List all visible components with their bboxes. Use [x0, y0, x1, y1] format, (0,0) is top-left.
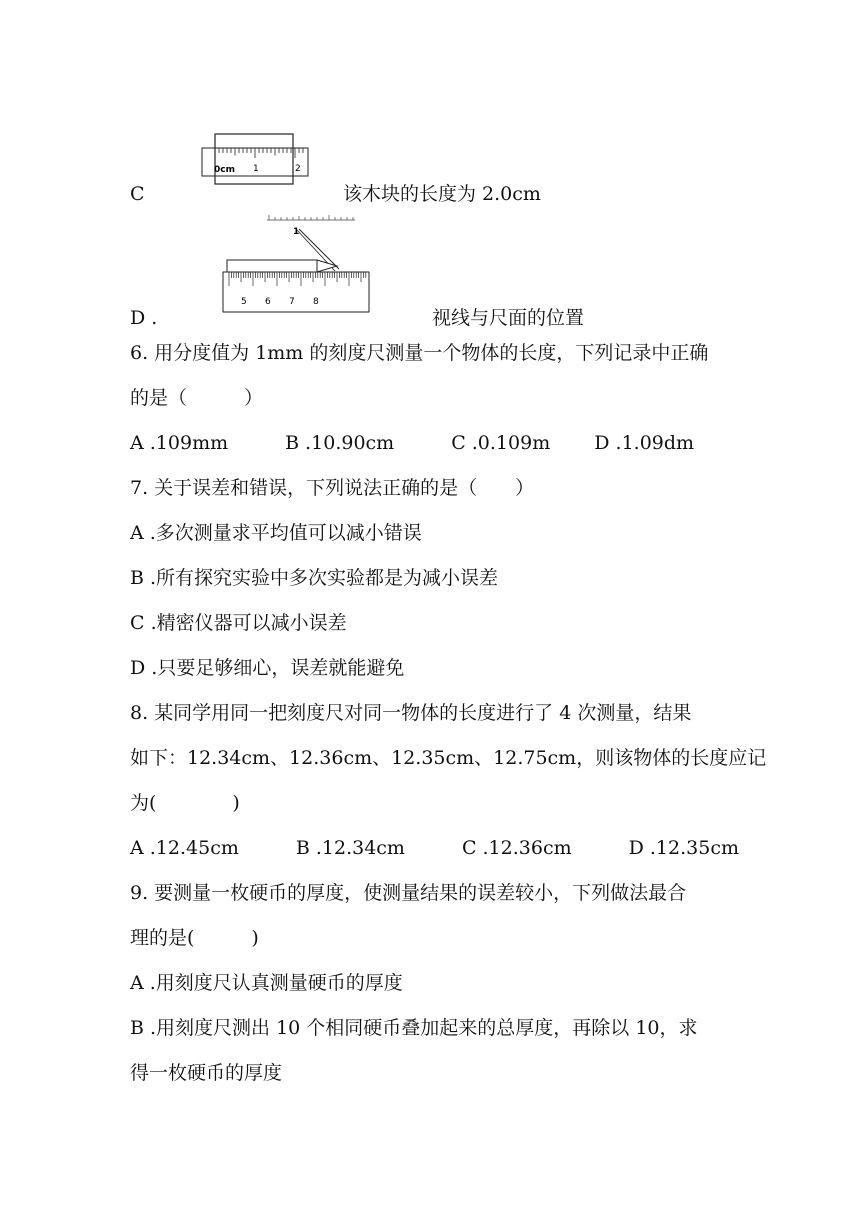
question-8-line-2: 如下：12.34cm、12.36cm、12.35cm、12.75cm，则该物体的长度应记 — [130, 747, 767, 769]
question-8-line-1: 8. 某同学用同一把刻度尺对同一物体的长度进行了 4 次测量，结果 — [130, 702, 692, 724]
ruler-c-label-0: 0cm — [214, 165, 235, 175]
question-6-line-1: 6. 用分度值为 1mm 的刻度尺测量一个物体的长度，下列记录中正确 — [130, 342, 709, 364]
sight-label: 1 — [293, 227, 300, 237]
question-7-option-c: C .精密仪器可以减小误差 — [130, 612, 347, 634]
question-9-option-b-line-1: B .用刻度尺测出 10 个相同硬币叠加起来的总厚度，再除以 10，求 — [130, 1017, 698, 1039]
ruler-d-label-6: 6 — [265, 297, 271, 307]
ruler-d-label-8: 8 — [313, 297, 319, 307]
question-7: 7. 关于误差和错误，下列说法正确的是（ ） — [130, 477, 535, 499]
ruler-d-label-5: 5 — [241, 297, 247, 307]
option-c-text: 该木块的长度为 2.0cm — [343, 183, 541, 205]
question-7-option-b: B .所有探究实验中多次实验都是为减小误差 — [130, 567, 499, 589]
question-6-options: A .109mm B .10.90cm C .0.109m D .1.09dm — [130, 432, 695, 454]
option-c-label: C — [130, 183, 145, 205]
question-9-option-b-line-2: 得一枚硬币的厚度 — [130, 1062, 283, 1084]
question-8-options: A .12.45cm B .12.34cm C .12.36cm D .12.35cm — [130, 837, 739, 859]
question-8-line-3: 为( ) — [130, 792, 240, 814]
question-7-option-d: D .只要足够细心，误差就能避免 — [130, 657, 405, 679]
question-9-line-2: 理的是( ) — [130, 927, 259, 949]
question-7-option-a: A .多次测量求平均值可以减小错误 — [130, 522, 422, 544]
ruler-d-label-7: 7 — [289, 297, 295, 307]
ruler-c-label-1: 1 — [253, 164, 259, 174]
figure-d-ruler-pencil — [215, 212, 375, 326]
figure-c-ruler-block — [195, 130, 315, 192]
option-d-label: D . — [130, 307, 158, 329]
question-6-line-2: 的是（ ） — [130, 387, 264, 409]
ruler-c-label-2: 2 — [295, 164, 301, 174]
option-d-text: 视线与尺面的位置 — [432, 307, 585, 329]
question-9-option-a: A .用刻度尺认真测量硬币的厚度 — [130, 972, 403, 994]
question-9-line-1: 9. 要测量一枚硬币的厚度，使测量结果的误差较小，下列做法最合 — [130, 882, 687, 904]
